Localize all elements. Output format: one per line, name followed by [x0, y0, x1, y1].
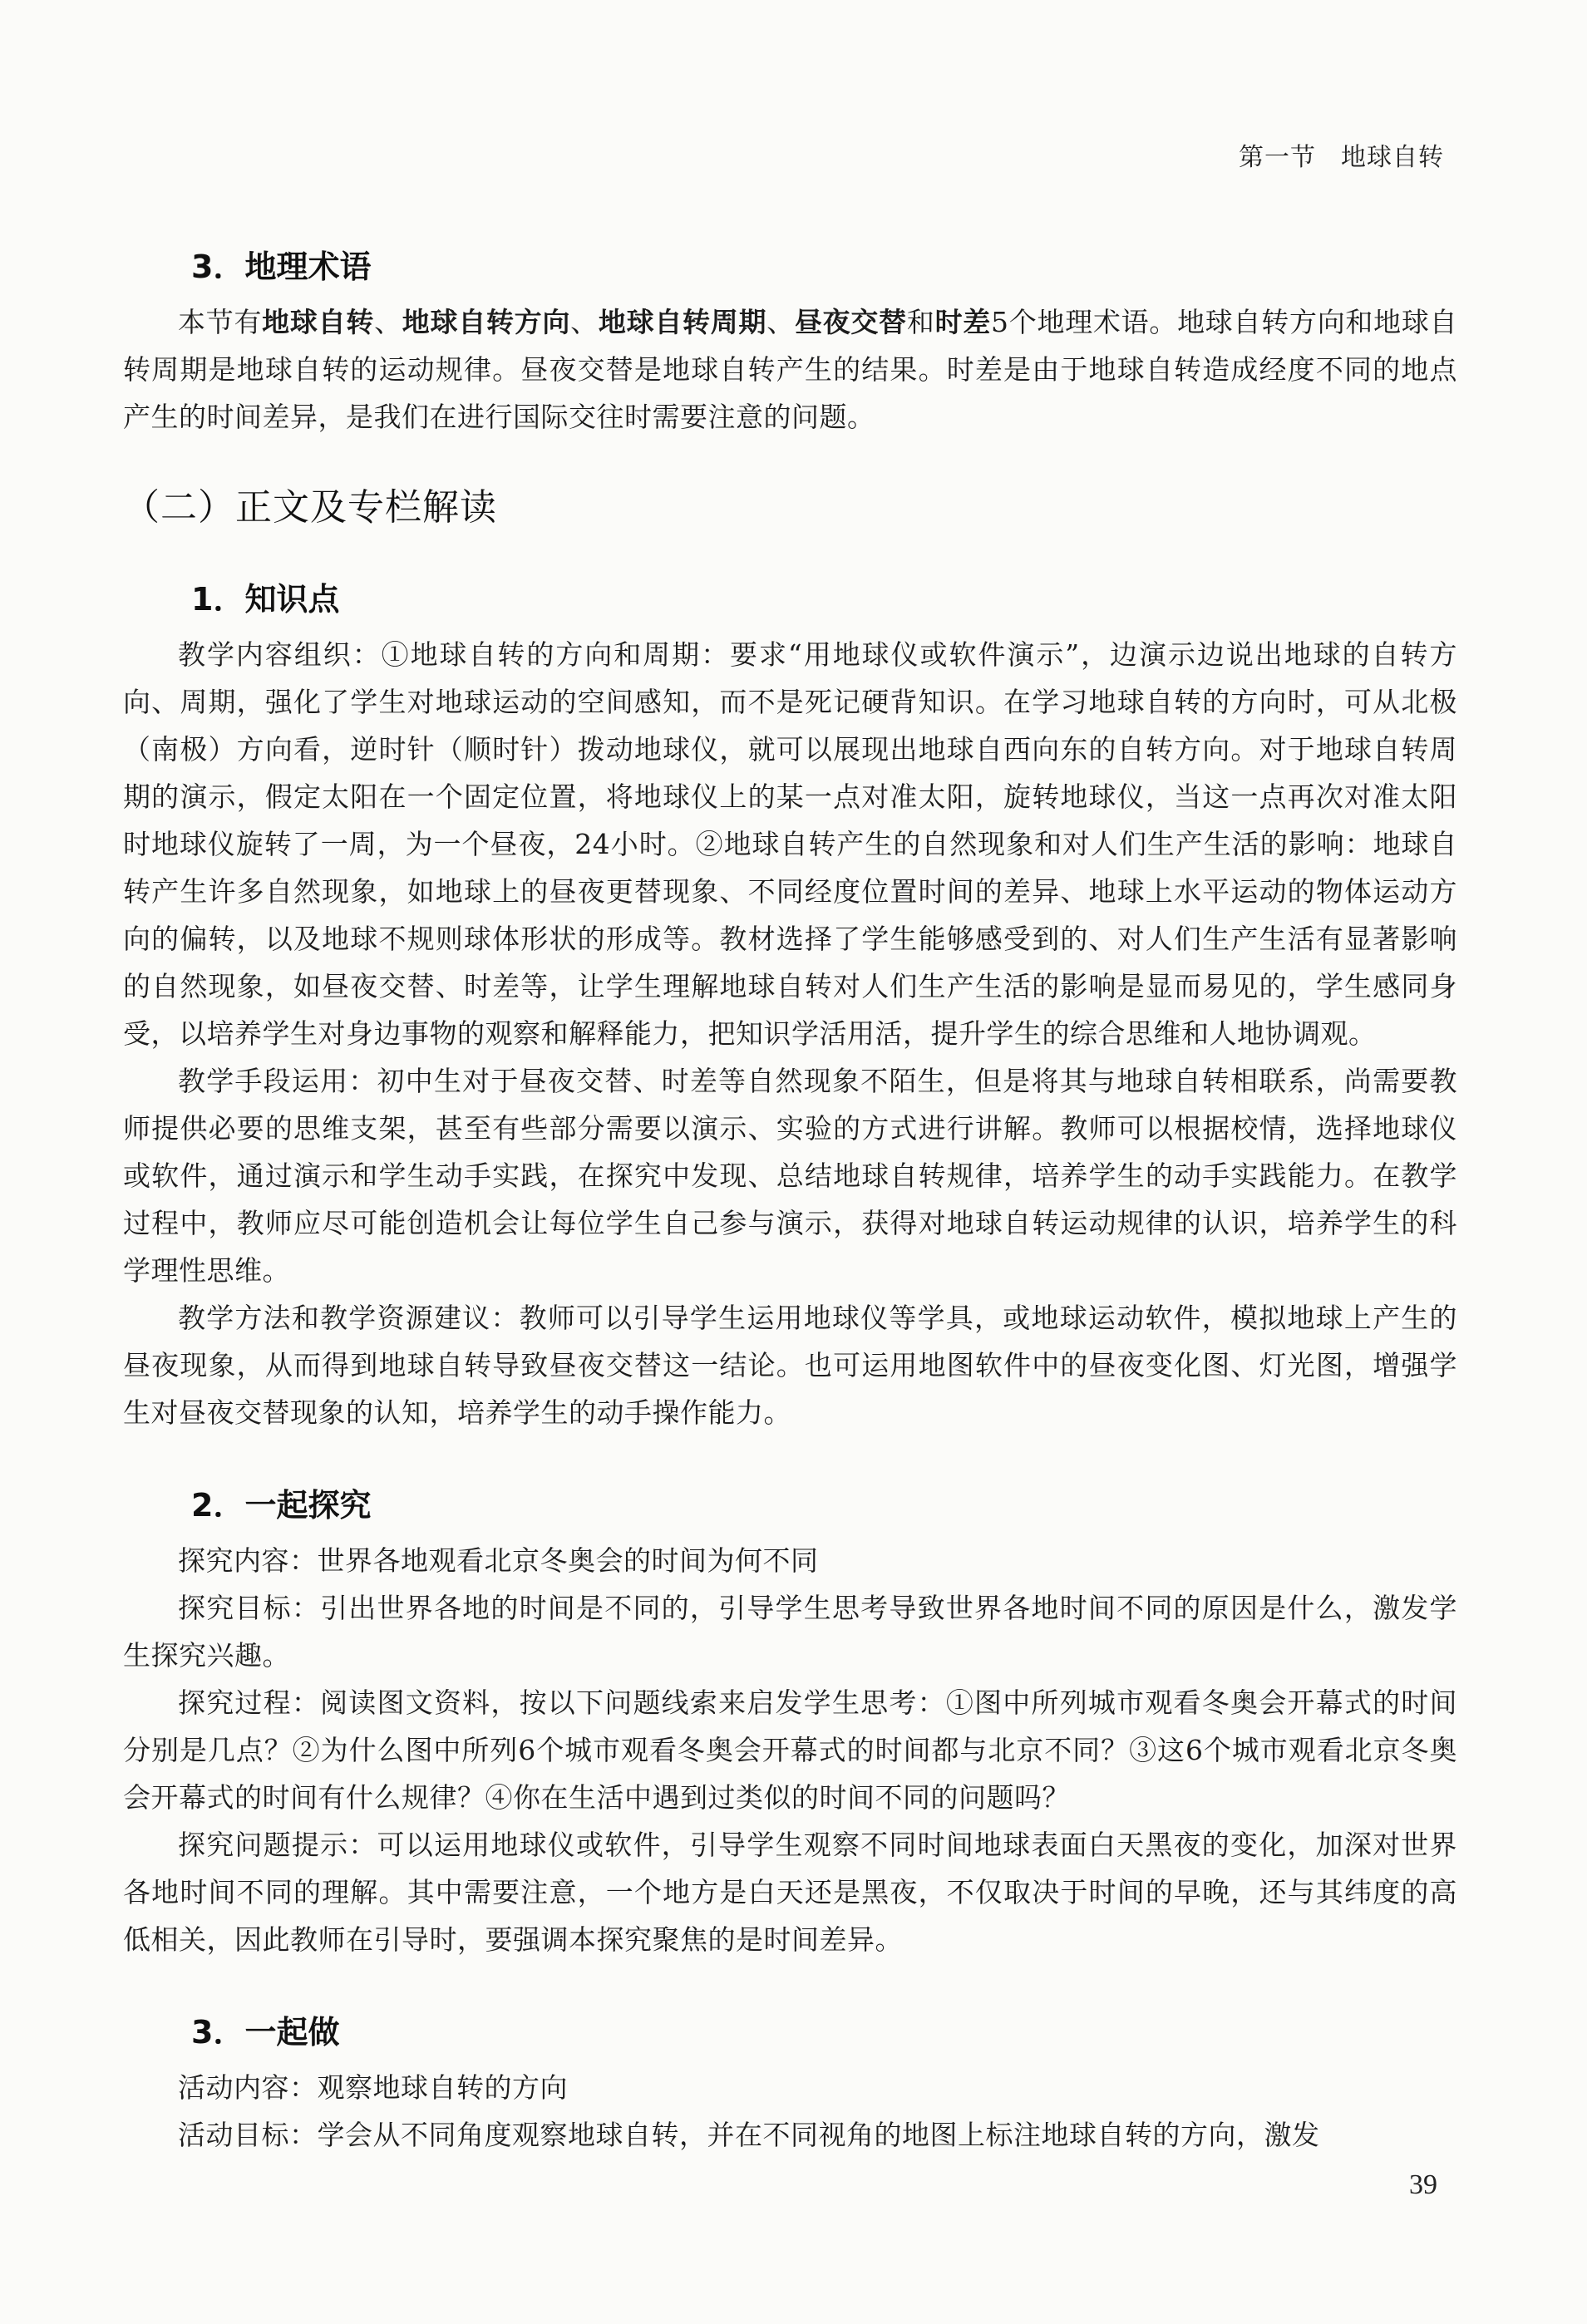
terms-heading: 3．地理术语 [191, 249, 372, 285]
together-heading: 3．一起做 [191, 2014, 340, 2051]
header-section: 第一节 [1239, 143, 1316, 172]
explore-goal: 探究目标：引出世界各地的时间是不同的，引导学生思考导致世界各地时间不同的原因是什么，激发学生探究兴趣。 [123, 1592, 1457, 1672]
explore-heading: 2．一起探究 [191, 1487, 372, 1524]
section2-heading: （二）正文及专栏解读 [123, 486, 497, 529]
term-rotation: 地球自转 [262, 306, 375, 338]
knowledge-paragraph-3: 教学方法和教学资源建议：教师可以引导学生运用地球仪等学具，或地球运动软件，模拟地球上产生的昼夜现象，从而得到地球自转导致昼夜交替这一结论。也可运用地图软件中的昼夜变化图、灯光图，增强学生对昼夜交替现象的认知，培养学生的动手操作能力。 [123, 1302, 1457, 1429]
header-title: 地球自转 [1341, 143, 1444, 172]
term-direction: 地球自转方向 [402, 306, 571, 338]
term-period: 地球自转周期 [598, 306, 767, 338]
page-number: 39 [1409, 2169, 1437, 2200]
explore-content: 探究内容：世界各地观看北京冬奥会的时间为何不同 [178, 1544, 819, 1577]
page-content [123, 226, 1457, 2159]
together-content: 活动内容：观察地球自转的方向 [178, 2071, 568, 2104]
knowledge-paragraph-2: 教学手段运用：初中生对于昼夜交替、时差等自然现象不陌生，但是将其与地球自转相联系，尚需要教师提供必要的思维支架，甚至有些部分需要以演示、实验的方式进行讲解。教师可以根据校情，选择地球仪或软件，通过演示和学生动手实践，在探究中发现、总结地球自转规律，培养学生的动手实践能力。在教学过程中，教师应尽可能创造机会让每位学生自己参与演示，获得对地球自转运动规律的认识，培养学生的科学理性思维。 [123, 1065, 1457, 1287]
term-time-difference: 时差 [934, 306, 992, 338]
knowledge-paragraph-1: 教学内容组织：①地球自转的方向和周期：要求“用地球仪或软件演示”，边演示边说出地球的自转方向、周期，强化了学生对地球运动的空间感知，而不是死记硬背知识。在学习地球自转的方向时，可从北极（南极）方向看，逆时针（顺时针）拨动地球仪，就可以展现出地球自西向东的自转方向。对于地球自转周期的演示，假定太阳在一个固定位置，将地球仪上的某一点对准太阳，旋转地球仪，当这一点再次对准太阳时地球仪旋转了一周，为一个昼夜，24小时。②地球自转产生的自然现象和对人们生产生活的影响：地球自转产生许多自然现象，如地球上的昼夜更替现象、不同经度位置时间的差异、地球上水平运动的物体运动方向的偏转，以及地球不规则球体形状的形成等。教材选择了学生能够感受到的、对人们生产生活有显著影响的自然现象，如昼夜交替、时差等，让学生理解地球自转对人们生产生活的影响是显而易见的，学生感同身受，以培养学生对身边事物的观察和解释能力，把知识学活用活，提升学生的综合思维和人地协调观。 [123, 638, 1457, 1050]
running-header [1239, 136, 1444, 173]
term-day-night: 昼夜交替 [794, 306, 907, 338]
terms-paragraph: 本节有地球自转、地球自转方向、地球自转周期、昼夜交替和时差5个地理术语。地球自转方向和地球自转周期是地球自转的运动规律。昼夜交替是地球自转产生的结果。时差是由于地球自转造成经度不同的地点产生的时间差异，是我们在进行国际交往时需要注意的问题。 [123, 306, 1458, 433]
explore-hints: 探究问题提示：可以运用地球仪或软件，引导学生观察不同时间地球表面白天黑夜的变化，加深对世界各地时间不同的理解。其中需要注意，一个地方是白天还是黑夜，不仅取决于时间的早晚，还与其纬度的高低相关，因此教师在引导时，要强调本探究聚焦的是时间差异。 [123, 1829, 1457, 1956]
explore-process: 探究过程：阅读图文资料，按以下问题线索来启发学生思考：①图中所列城市观看冬奥会开幕式的时间分别是几点？②为什么图中所列6个城市观看冬奥会开幕式的时间都与北京不同？③这6个城市观看北京冬奥会开幕式的时间有什么规律？④你在生活中遇到过类似的时间不同的问题吗？ [123, 1686, 1457, 1814]
knowledge-heading: 1．知识点 [191, 581, 340, 618]
together-goal: 活动目标：学会从不同角度观察地球自转，并在不同视角的地图上标注地球自转的方向，激发 [178, 2119, 1320, 2151]
